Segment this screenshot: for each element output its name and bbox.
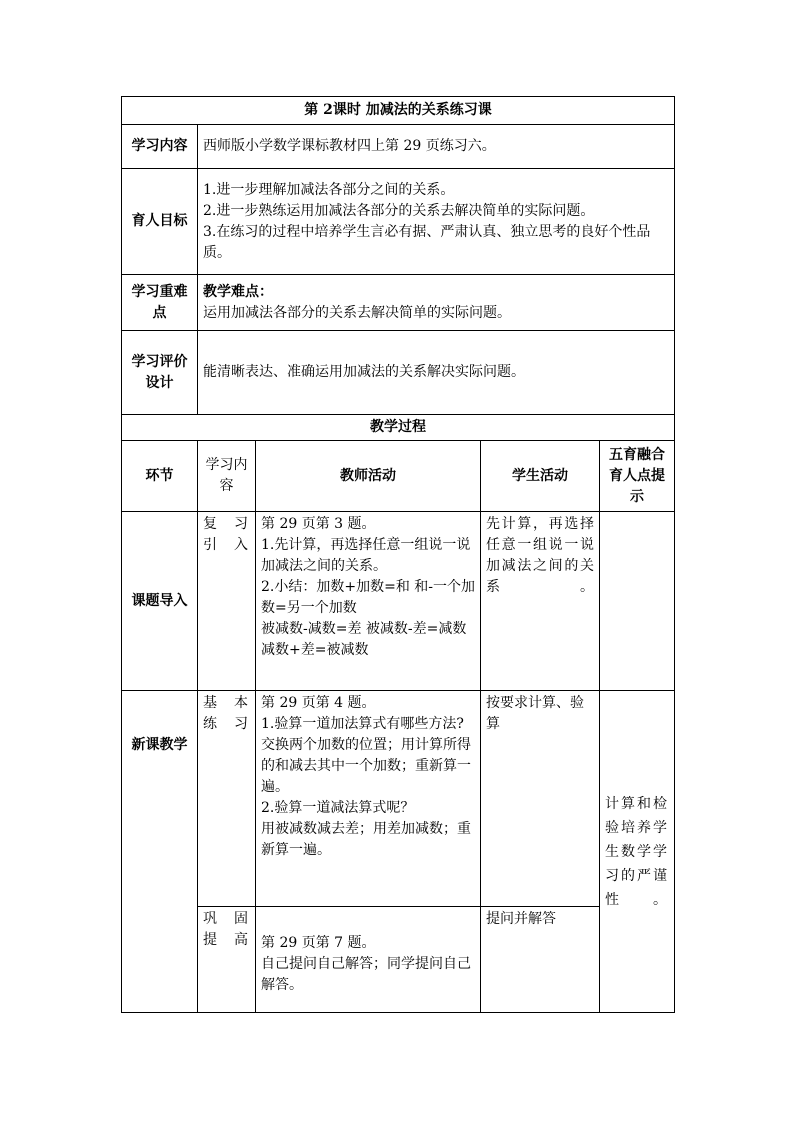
new-lesson-stage: 新课教学 <box>122 691 198 1013</box>
consolidate-teacher <box>256 907 481 1013</box>
header-student: 学生活动 <box>481 441 600 512</box>
teacher-line: 被减数-减数=差 被减数-差=减数 减数+差=被减数 <box>261 621 467 658</box>
process-title: 教学过程 <box>122 415 675 441</box>
key-points-heading: 教学难点： <box>203 283 273 300</box>
consolidate-student: 提问并解答 <box>481 907 600 1013</box>
key-points-cell <box>198 275 675 331</box>
lesson-title: 第 2课时 加减法的关系练习课 <box>122 97 675 125</box>
goal-item: 2.进一步熟练运用加减法各部分的关系去解决简单的实际问题。 <box>203 202 595 219</box>
basic-content: 基 本 练习 <box>198 691 256 907</box>
intro-student: 先计算，再选择任意一组说一说加减法之间的关系。 <box>481 512 600 691</box>
tips-cell: 计算和检验培养学生数学学习的严谨性。 <box>600 691 675 1013</box>
evaluation-label: 学习评价设计 <box>122 331 198 415</box>
basic-teacher <box>256 691 481 907</box>
consolidate-content: 巩 固 提高 <box>198 907 256 1013</box>
header-teacher: 教师活动 <box>256 441 481 512</box>
evaluation-value: 能清晰表达、准确运用加减法的关系解决实际问题。 <box>198 331 675 415</box>
basic-student: 按要求计算、验算 <box>481 691 600 907</box>
goals-label: 育人目标 <box>122 169 198 275</box>
intro-stage: 课题导入 <box>122 512 198 691</box>
teacher-line: 第 29 页第 3 题。 <box>261 516 376 532</box>
content-label: 学习内容 <box>122 125 198 169</box>
teacher-line: 第 29 页第 4 题。 <box>261 695 376 711</box>
intro-tips <box>600 512 675 691</box>
intro-teacher <box>256 512 481 691</box>
teacher-line: 自己提问自己解答；同学提问自己解答。 <box>261 956 471 993</box>
content-value: 西师版小学数学课标教材四上第 29 页练习六。 <box>198 125 675 169</box>
goals-list <box>198 169 675 275</box>
key-points-label: 学习重难点 <box>122 275 198 331</box>
teacher-line: 1.验算一道加法算式有哪些方法? <box>261 716 464 732</box>
lesson-plan-table <box>121 96 675 1013</box>
teacher-line: 1.先计算，再选择任意一组说一说加减法之间的关系。 <box>261 537 471 574</box>
intro-content: 复 习 引入 <box>198 512 256 691</box>
header-stage: 环节 <box>122 441 198 512</box>
teacher-line: 2.验算一道减法算式呢？ <box>261 800 415 816</box>
teacher-line: 2.小结：加数+加数=和 和-一个加数=另一个加数 <box>261 579 475 616</box>
header-content: 学习内容 <box>198 441 256 512</box>
header-tips: 五育融合育人点提示 <box>600 441 675 512</box>
teacher-line: 交换两个加数的位置；用计算所得的和减去其中一个加数；重新算一遍。 <box>261 737 471 795</box>
key-points-value: 运用加减法各部分的关系去解决简单的实际问题。 <box>203 304 511 321</box>
teacher-line: 第 29 页第 7 题。 <box>261 935 376 951</box>
teacher-line: 用被减数减去差；用差加减数；重新算一遍。 <box>261 821 471 858</box>
goal-item: 3.在练习的过程中培养学生言必有据、严肃认真、独立思考的良好个性品质。 <box>203 223 651 261</box>
goal-item: 1.进一步理解加减法各部分之间的关系。 <box>203 181 455 198</box>
